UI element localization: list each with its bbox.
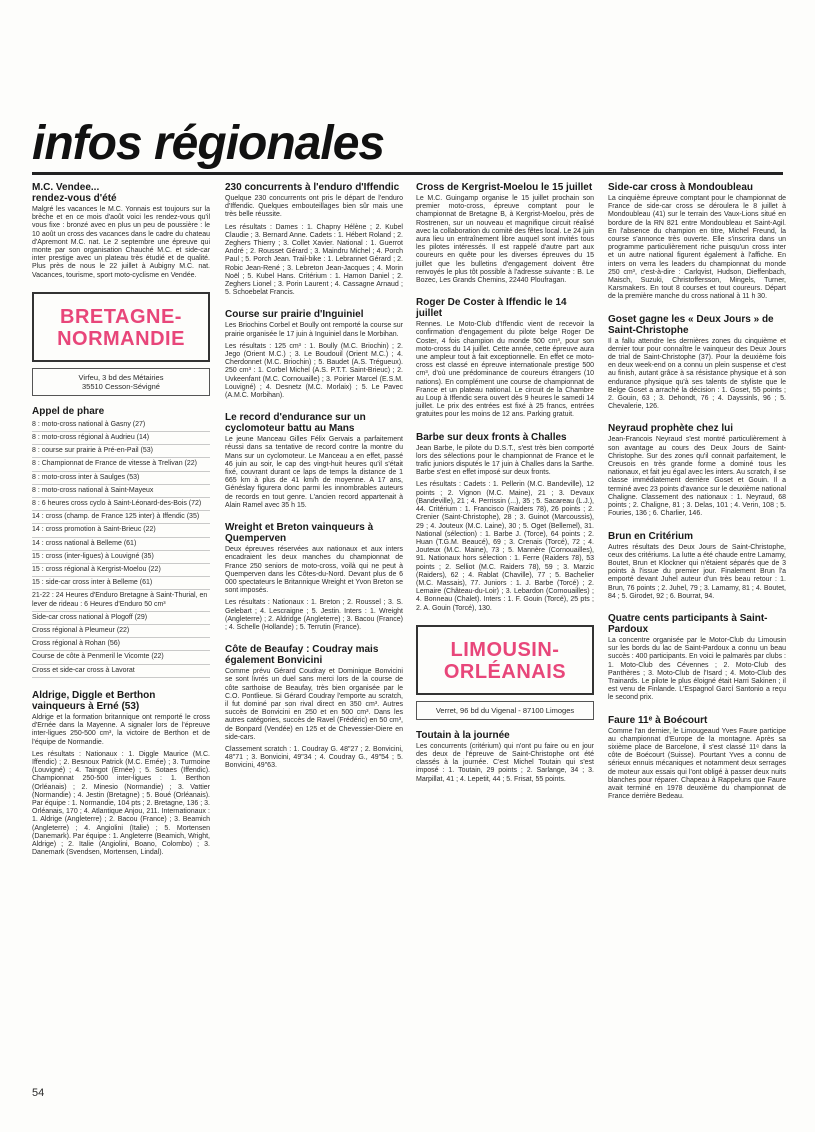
column-2: [225, 182, 403, 783]
article-phare: [32, 406, 210, 678]
column-4: [608, 182, 786, 813]
article-body: La concentre organisée par le Motor-Club du Limousin sur les bords du lac de Saint-Pardoux a connu un beau succès : 400 participants. En voici le palmarès par clubs : 1. Moto-Club des Cévennes ; 2. Moto-Club des Panthères ; 3. Moto-Club de l'Isard ; 4. Moto-Club des Trainards. Le pilote le plus éloigné était Harri Sakinen ; il est venu de Finlande. L'Espagnol Garcí Santonio a reçu le second prix.: [608, 636, 786, 702]
article-title: Quatre cents participants à Saint-Pardoux: [608, 612, 768, 635]
article-body: Le jeune Manceau Gilles Félix Gervais a parfaitement réussi dans sa tentative de record contre la montre du Mans sur un cyclomoteur. Le Manceau a en effet, passé 46 juin au soir, le cap des vingt-huit heures qu'il s'était fixé, couvrant durant ce laps de temps la distance de 1 665 km à plus de 41 km/h de moyenne. A 17 ans, Généslay figurera donc parmi les innombrables auteurs de records en tout genre. L'ancien record appartenait à Alain Ramel avec 35 h 15.: [225, 436, 403, 509]
region-name-line: BRETAGNE-: [60, 305, 182, 328]
article-body: Deux épreuves réservées aux nationaux et aux inters encadraient les deux manches du championnat de France 250 seniors de moto-cross, voilà qui ne peut à Quemperven dans les Côtes-du-Nord. Devant plus de 6 000 spectateurs le Britannique Wreight et Yvon Breton se sont imposés.: [225, 546, 403, 595]
article-title: Side-car cross à Mondoubleau: [608, 182, 754, 193]
article-title: Course sur prairie d'Inguiniel: [225, 309, 364, 321]
article-body: Les concurrents (critérium) qui n'ont pu faire ou en jour des deux de l'épreuve de Saint-Christophe ont été classés à la journée. C'est Michel Toutain qui s'est imposé : 1. Toutain, 29 points ; 2. Sarlange, 34 ; 3. Marpillat, 41 ; 4. Lepetit, 44 ; 5. Frisat, 55 points.: [416, 742, 594, 783]
article-title: Neyraud prophète chez lui: [608, 423, 734, 435]
column-1: [32, 182, 210, 869]
page-number: 54: [32, 1087, 45, 1099]
agenda-item: 8 : course sur prairie à Pré-en-Pail (53): [32, 445, 210, 458]
article-results: Les résultats : 125 cm³ : 1. Boully (M.C. Briochin) ; 2. Jego (Orient M.C.) ; 3. Le Boudouil (Orient M.C.) ; 4. Cherdonnet (M.C. Briochin) ; 5. Baudet (A.S. Trégueux). 250 cm³ : 1. Corbel Michel (A.S. P.T.T. Saint-Brieuc) ; 2. Uvkeenfant (M.C. Cornouaille) ; 3. Poirier Marcel (E.S.M. Louvigné) ; 4. Desnetz (M.C. Morlaix) ; 5. Le Pavec (A.M.C. Morbihan).: [225, 342, 403, 400]
article-title: Goset gagne les « Deux Jours » de Saint-Christophe: [608, 313, 774, 336]
article-title: Aldrige, Diggle et Berthon vainqueurs à Erné (53): [32, 689, 156, 712]
article-body: Les Briochins Corbel et Boully ont remporté la course sur prairie organisée le 17 juin à Inguiniel dans le Morbihan.: [225, 322, 403, 338]
agenda-item: Course de côte à Penmeril le Vicomte (22): [32, 651, 210, 664]
title-rule: [32, 172, 783, 175]
article-concurrents: [225, 182, 403, 297]
article-title: M.C. Vendee... rendez-vous d'été: [32, 182, 117, 204]
article-title: 230 concurrents à l'enduro d'Iffendic: [225, 182, 400, 193]
agenda-item: 8 : moto-cross national à Saint-Mayeux: [32, 485, 210, 498]
article-body: La cinquième épreuve comptant pour le championnat de France de side-car cross se déroulera le 8 juillet à Mondoubleau (41) sur le terrain des Vaux-Lions situé en bordure de la RN 821 entre Mondoubleau et Saint-Agil. En l'absence du champion en titre, Michel Freund, la course s'annonce très ouverte. Elle s'inscrira dans un programme particulièrement riche puisqu'un cross inter et un autre national figurent également à l'affiche. En inters on verra les leaders du championnat du monde 250 cm³, c'est-à-dire : Carlqvist, Hudson, Dieffenbach, Maisch, Suzuki, Christoffersson, Mingels, Turner, Karsmakers. En tout 8 courses et tout coureurs. Départ de la première manche du cross national à 11 h 30.: [608, 195, 786, 301]
article-results: Les résultats : Cadets : 1. Pellerin (M.C. Bandeville), 12 points ; 2. Vignon (M.C. Maine), 21 ; 3. Devaux (Bandeville), 21 ; 4. Perrissin (...), 35 ; 5. Sacareau (L.J.), 44. Critérium : 1. Francisco (Raiders 78), 26 points ; 2. Crenier (Saint-Christophe), 28 ; 3. Guinot (Marcoussis), 29 ; 4. Jouteux (M.C. Laine), 30 ; 5. Oget (Bellemel), 31. National (sélection) : 1. Barbe J. (Torce), 64 points ; 2. Huan (T.G.M. Beaucé), 69 ; 3. Crenais (Torcé), 72 ; 4. Jouteux (M.C. Maine), 73 ; 5. Mannère (Cornouailles), 91. Nationaux hors sélection : 1. Ferre (Raiders 78), 53 points ; 2. Selliot (M.C. Raiders 78), 59 ; 3. Marzic (Raiders), 62 ; 4. Rablat (Chaville), 77 ; 5. Bachelier (M.C. Massais), 77. Juniors : 1. J. Barbe (Torcé) ; 2. Lemaire (Château-du-Loir) ; 3. Lebardon (Cornouailles) ; 4. Bonneau (Chalet). Inters : 1. F. Gouin (Torcé), 25 pts ; 2. A. Gouin (Torcé), 130.: [416, 481, 594, 612]
article-title: Le record d'endurance sur un cyclomoteur battu au Mans: [225, 412, 366, 435]
article-neyraud: [608, 423, 786, 518]
agenda-item: 8 : moto-cross inter à Saulges (53): [32, 472, 210, 485]
article-decoster: [416, 297, 594, 419]
article-title: Cross de Kergrist-Moelou le 15 juillet: [416, 182, 593, 193]
article-toutain: [416, 730, 594, 784]
article-results: Les résultats : Dames : 1. Chapny Hélène ; 2. Kubel Claudie ; 3. Bernard Anne. Cadets : 1. Hébert Roland ; 2. Zeghers Thierry ; 3. Collet Xavier. National : 1. Guerrot André ; 2. Rousset Gérard ; 3. Maindru Michel ; 4. Porch Paul ; 5. Porch Jean. Trail-bike : 1. Lebrannet Gérard ; 2. Robic Jean-René ; 3. Lebreton Jean-Jacques ; 4. Morin Noël ; 5. Kubel Hans. Critérium : 1. Hamon Daniel ; 2. Zeghers Lionel ; 3. Porin Laurent ; 4. Cassagne Arnaud ; 5. Schoebelat Francis.: [225, 223, 403, 297]
agenda-item: 14 : cross national à Belleme (61): [32, 538, 210, 551]
column-3: [416, 182, 594, 796]
article-results: Les résultats : Nationaux : 1. Diggle Maurice (M.C. Iffendic) ; 2. Besnoux Patrick (M.C. Ernée) ; 3. Turmoine (Louvigné) ; 4. Taingot (Ernée) ; 5. Sotaes (Iffendic). Championnat 250-500 inter-ligues : 1. Berthon (Orléanais) ; 2. Minesio (Normandie) ; 3. Vattier (Normandie) ; 4. Jestin (Bretagne) ; 5. Boué (Orléanais). Par équipe : 1. Normandie, 104 pts ; 2. Bretagne, 136 ; 3. Orléanais, 170 ; 4. Atlantique Anjou, 211. Internationaux : 1. Aldrige (Angleterre) ; 2. Bacou (France) ; 3. Beamich (Angleterre) ; 4. Angiolini (Italie) ; 5. Mortensen (Danemark). Par équipe : 1. Angleterre (Beamich, Wright, Aldrige) ; 2. Italie (Angiolini, Boano, Colombo) ; 3. Danemark (Svendsen, Mortensen, Lindal).: [32, 750, 210, 857]
article-body: Malgré les vacances le M.C. Yonnais est toujours sur la brèche et en ce mois d'août voici les rendez-vous qu'il vous fixe : bronzé avec en plus un peu de poussière : le 10 août un cross des vacances dans le cadre du chateau d'Apremont M.C. nat. Le 2 septembre une épreuve qui monte par son organisation Chauché M.C. et side-car inter prestige avec un plateau très étudié et de qualité. Plus près de nous le 22 juillet à Aubigny M.C. nat. Vacances, tourisme, sport moto-cyclisme en Vendée.: [32, 206, 210, 279]
article-body: Autres résultats des Deux Jours de Saint-Christophe, ceux des critériums. La lutte a été chaude entre Lamamy, Boutet, Brun et Klockner qui n'étaient séparés que de 3 points à l'issue du premier jour. Finalement Brun l'a emporté devant Juhel auteur d'un très beau retour : 1. Brun, 76 points ; 2. Juhel, 79 ; 3. Lamamy, 81 ; 4. Boutet, 84 ; 5. Girodet, 92 ; 6. Bourrat, 94.: [608, 543, 786, 600]
region-box-limousin: [416, 625, 594, 695]
article-body: Quelque 230 concurrents ont pris le départ de l'enduro d'Iffendic. Quelques embouteillages bien sûr mais une très belle réussite.: [225, 195, 403, 219]
article-body: Le M.C. Guingamp organise le 15 juillet prochain son premier moto-cross, épreuve comptant pour le championnat de Bretagne B, à Kergrist-Moelou, près de Rostrenen, sur un nouveau et magnifique circuit réalisé avec la collaboration du comité des fêtes local. Le 24 juin aura lieu un entraînement libre auquel sont invités tous les pilotes intéressés. Il est rappelé d'autre part aux coureurs en quête pour les diverses épreuves du 15 juillet que les bulletins d'engagement doivent être renvoyés le plus tôt possible à l'adresse suivante : B. Le Bozec, Les Grands Chemins, 22440 Ploufragan.: [416, 195, 594, 285]
agenda-item: Cross régional à Pleumeur (22): [32, 625, 210, 638]
article-wreight: [225, 522, 403, 632]
region-name-line: ORLÉANAIS: [443, 660, 567, 683]
article-body: Aldrige et la formation britannique ont remporté le cross d'Ernée dans la Mayenne. A signaler lors de l'épreuve inter-ligues 250-500 cm³, la victoire de Berthon et de l'équipe de Normandie.: [32, 713, 210, 746]
article-body: Jean Barbe, le pilote du D.S.T., s'est très bien comporté lors des sélections pour le championnat de France et le trafic juniors disputés le 17 juin à Challes dans la Sarthe. Barbe s'est en effet imposé sur deux fronts.: [416, 444, 594, 477]
agenda-item: 8 : moto-cross régional à Audrieu (14): [32, 432, 210, 445]
article-results: Les résultats : Nationaux : 1. Breton ; 2. Roussel ; 3. S. Gelebart ; 4. Lescraigne ; 5. Jestin. Inters : 1. Wreight (Angleterre) ; 2. Aldridge (Angleterre) ; 3. Bacou (France) ; 4. Schelle (Hollande) ; 5. Terrutin (France).: [225, 599, 403, 631]
region-box-bretagne: [32, 292, 210, 362]
agenda-item: 21-22 : 24 Heures d'Enduro Bretagne à Saint-Thurial, en lever de rideau : 6 Heures d'Enduro 50 cm³: [32, 590, 210, 611]
article-aldrige: [32, 690, 210, 857]
agenda-item: Side-car cross national à Plogoff (29): [32, 612, 210, 625]
article-title: Appel de phare: [32, 405, 105, 417]
agenda-item: Cross et side-car cross à Lavorat: [32, 665, 210, 678]
agenda-item: 14 : cross promotion à Saint-Brieuc (22): [32, 524, 210, 537]
region-address: Virfeu, 3 bd des Métairies 35510 Cesson-Sévigné: [32, 368, 210, 396]
article-results: Classement scratch : 1. Coudray G. 48"27 ; 2. Bonvicini, 48"71 ; 3. Bonvicini, 49"34 ; 4. Coudray G., 49"54 ; 5. Bonvicini, 49"63.: [225, 745, 403, 770]
article-body: Comme l'an dernier, le Limougeaud Yves Faure participe au championnat d'Europe de la montagne. Après sa sixième place de Barcelone, il s'est classé 11ᵉ dans la côte de Boécourt (Suisse). Pourtant Yves a connu de sérieux ennuis mécaniques et notamment deux serrages de moteur aux essais qui l'ont obligé à passer deux nuits blanches pour réparer. Chapeau à Rappeluns que Faure avait terminé en 1978 deuxième du championnat de France derrière Bedeau.: [608, 727, 786, 801]
article-vendee: [32, 182, 210, 280]
article-goset: [608, 314, 786, 412]
agenda-item: 8 : moto-cross national à Gasny (27): [32, 419, 210, 432]
article-title: Barbe sur deux fronts à Challes: [416, 431, 567, 443]
article-title: Wreight et Breton vainqueurs à Quemperven: [225, 522, 374, 545]
article-faure: [608, 715, 786, 802]
article-kergrist: [416, 182, 594, 285]
agenda-item: 8 : Championnat de France de vitesse à Trelivan (22): [32, 458, 210, 471]
article-barbe: [416, 432, 594, 613]
article-body: Rennes. Le Moto-Club d'Iffendic vient de recevoir la confirmation d'engagement du pilote belge Roger De Coster, 4 fois champion du monde 500 cm³, pour son moto-cross du 14 juillet. Cette année, cette épreuve aura une ampleur tout à fait exceptionnelle. En effet ce moto-cross est classé en épreuve internationale prestige 500 cm³, d'où une prédominance de coureurs étrangers (10 nations). En complément une course de championnat de France et un plateau national. Le circuit de la Chambre au Loup à Iffendic sera ouvert dès 9 heures le samedi 14 juillet. Le prix des entrées est fixé à 25 francs, entrées gratuites pour les moins de 12 ans. Parking gratuit.: [416, 321, 594, 419]
agenda-item: 15 : cross régional à Kergrist-Moelou (22): [32, 564, 210, 577]
article-body: Comme prévu Gérard Coudray et Dominique Bonvicini se sont livrés un duel sans merci lors de la course de côte sarthoise de Beaufay, très bien organisée par le C.O. Pontlieue. Si Gérard Coudray l'emporte au scratch, il fut dominé par son rival direct en 350 cm³. Autres succès de Bonvicini en 250 et en 500 cm³. Dans les autres catégories, succès de Ravel (Frédéric) en 50 cm³, de Bonpard (Vendée) en 125 et de Chevessier-Diere en side-cars.: [225, 668, 403, 741]
agenda-item: 15 : cross (inter-ligues) à Louvigné (35): [32, 551, 210, 564]
agenda-item: 8 : 6 heures cross cyclo à Saint-Léonard-des-Bois (72): [32, 498, 210, 511]
article-brun: [608, 531, 786, 601]
article-endurance: [225, 412, 403, 510]
region-name-line: NORMANDIE: [57, 327, 185, 350]
agenda-item: Cross régional à Rohan (56): [32, 638, 210, 651]
article-title: Brun en Critérium: [608, 530, 694, 542]
article-title: Roger De Coster à Iffendic le 14 juillet: [416, 297, 567, 320]
article-body: Jean-Francois Neyraud s'est montré particulièrement à son avantage au cours des Deux Jours de Saint-Christophe. Sur des zones qu'il connait parfaitement, le Creusois en très grande forme a dominé tous les nationaux, et fait jeu égal avec les inters. Au scratch, il se classe immédiatement derrière Goset et Gouin. Il a terminé avec 23 points d'avance sur le deuxième national Chaligne. Classement des nationaux : 1. Neyraud, 68 points ; 2. Chaligne, 81 ; 3. Delas, 101 ; 4. Verin, 108 ; 5. Fouries, 136 ; 6. Charlier, 146.: [608, 436, 786, 518]
article-prairie: [225, 309, 403, 400]
agenda-item: 15 : side-car cross inter à Belleme (61): [32, 577, 210, 590]
article-saint-pardoux: [608, 613, 786, 703]
article-title: Faure 11ᵉ à Boécourt: [608, 714, 708, 726]
article-body: Il a fallu attendre les dernières zones du cinquième et dernier tour pour connaître le vainqueur des Deux Jours de trial de Saint-Christophe (37). Pour la deuxième fois en deux week-end on a connu un plein suspense et c'est au finish, autant grâce à sa résistance physique et à son endurance physique qu'à ses talents de styliste que le Belge Goset a arraché la décision : 1. Goset, 55 points ; 2. Gouin, 63 ; 3. Dehondt, 76 ; 4. Dayssinls, 96 ; 5. Chevalerie, 126.: [608, 337, 786, 411]
article-title: Toutain à la journée: [416, 729, 510, 741]
agenda-item: 14 : cross (champ. de France 125 inter) à Iffendic (35): [32, 511, 210, 524]
article-title: Côte de Beaufay : Coudray mais également Bonvicini: [225, 644, 379, 667]
page-title: infos régionales: [32, 117, 385, 170]
article-mondoubleau: [608, 182, 786, 302]
article-beaufay: [225, 644, 403, 770]
region-address: Verret, 96 bd du Vigenal - 87100 Limoges: [416, 701, 594, 720]
region-name-line: LIMOUSIN-: [450, 638, 560, 661]
